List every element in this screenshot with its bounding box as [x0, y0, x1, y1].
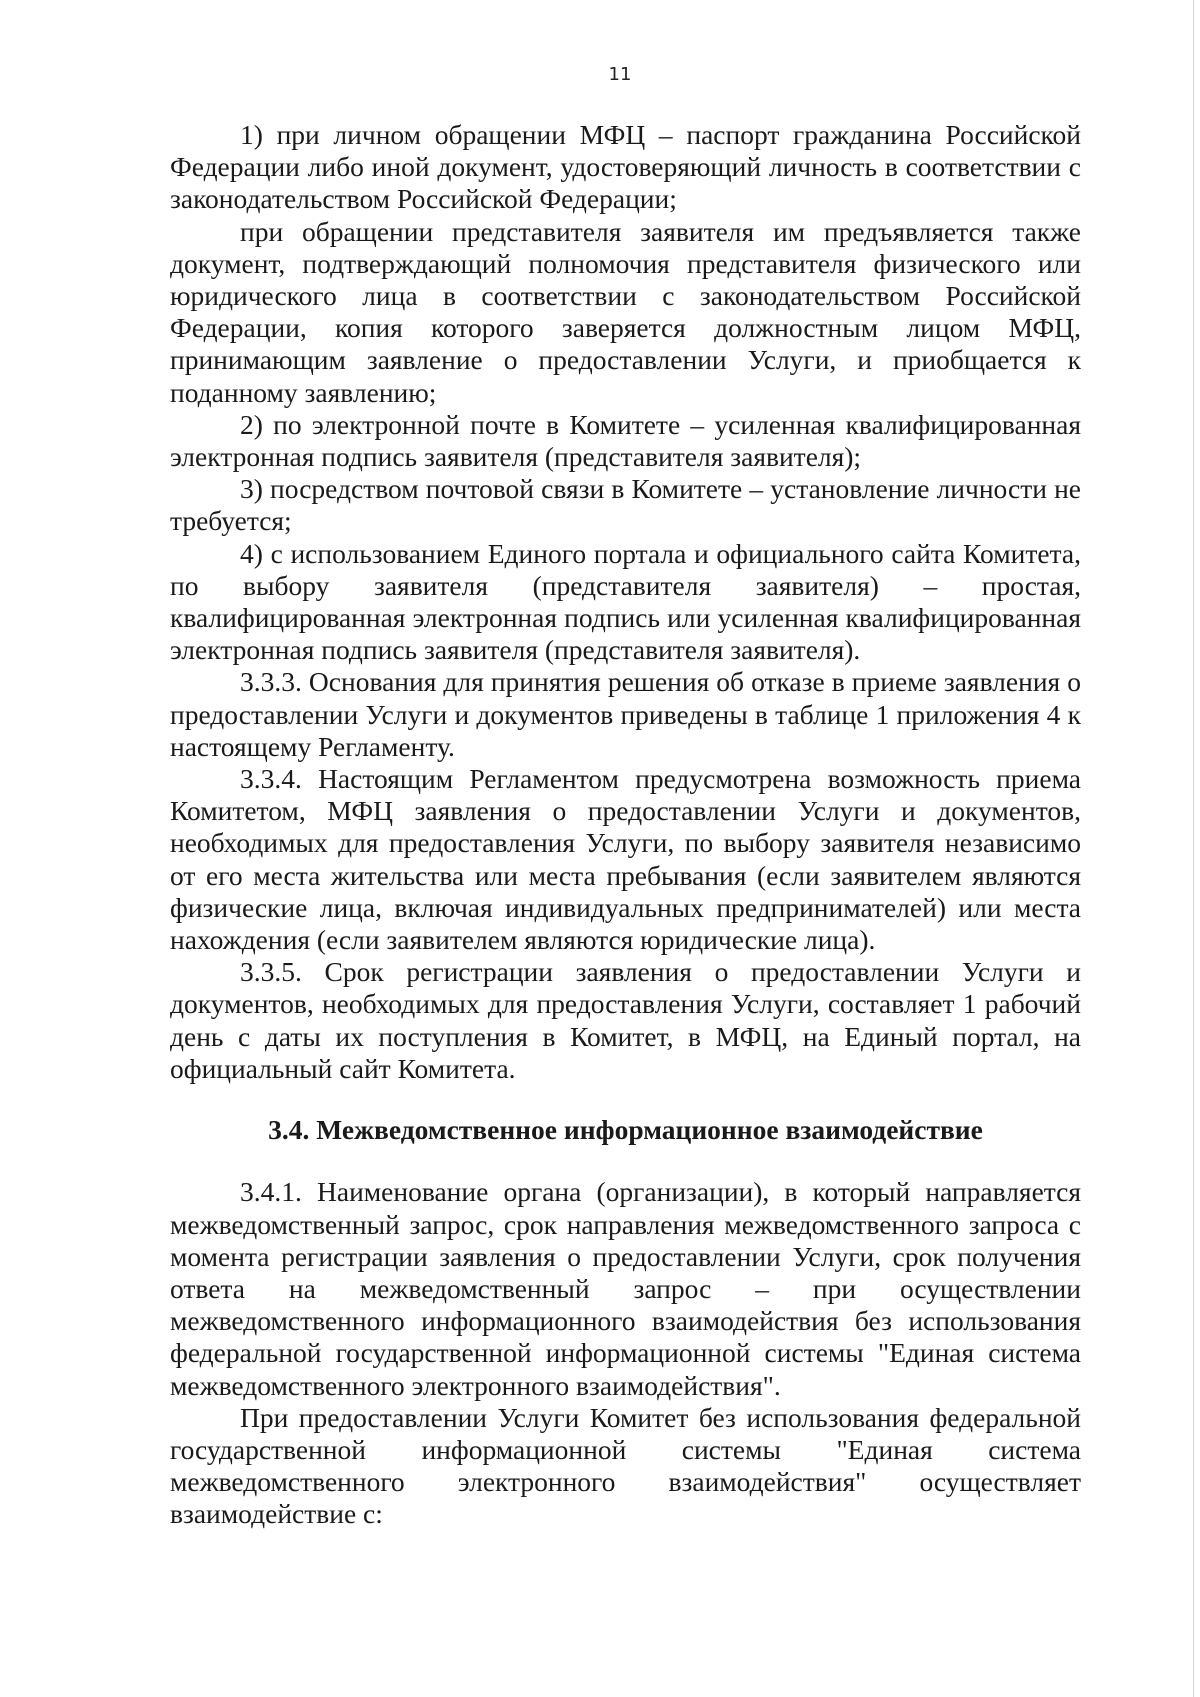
paragraph-representative-document: при обращении представителя заявителя им предъявляется также документ, подтверждающий полномочия представителя физического или юридического лица в соответствии с законодательством Российской Федерации, копия которого заверяется должностным лицом МФЦ, принимающим заявление о предоставлении Услуги, и приобщается к поданному заявлению;: [170, 215, 1081, 408]
paragraph-3-3-3: 3.3.3. Основания для принятия решения об отказе в приеме заявления о предоставлении Услуги и документов приведены в таблице 1 приложения 4 к настоящему Регламенту.: [170, 666, 1081, 762]
section-heading-3-4: 3.4. Межведомственное информационное взаимодействие: [268, 1114, 983, 1146]
page-number: 11: [608, 64, 632, 85]
paragraph-3-4-1: 3.4.1. Наименование органа (организации), в который направляется межведомственный запрос, срок направления межведомственного запроса с момента регистрации заявления о предоставлении Услуги, срок получения ответа на межведомственный запрос – при осуществлении межведомственного информационного взаимодействия без использования федеральной государственной информационной системы "Единая система межведомственного электронного взаимодействия".: [170, 1176, 1081, 1401]
paragraph-3-3-4: 3.3.4. Настоящим Регламентом предусмотрена возможность приема Комитетом, МФЦ заявления о предоставлении Услуги и документов, необходимых для предоставления Услуги, по выбору заявителя независимо от его места жительства или места пребывания (если заявителем являются физические лица, включая индивидуальных предпринимателей) или места нахождения (если заявителем являются юридические лица).: [170, 763, 1081, 956]
paragraph-3-postal: 3) посредством почтовой связи в Комитете – установление личности не требуется;: [170, 473, 1081, 537]
paragraph-4-portal: 4) с использованием Единого портала и официального сайта Комитета, по выбору заявителя (представителя заявителя) – простая, квалифицированная электронная подпись или усиленная квалифицированная электронная подпись заявителя (представителя заявителя).: [170, 537, 1081, 666]
scan-edge-line: [1193, 0, 1194, 1697]
paragraph-3-3-5: 3.3.5. Срок регистрации заявления о предоставлении Услуги и документов, необходимых для предоставления Услуги, составляет 1 рабочий день с даты их поступления в Комитет, в МФЦ, на Единый портал, на официальный сайт Комитета.: [170, 956, 1081, 1084]
document-body: [170, 119, 1081, 1531]
paragraph-2-email: 2) по электронной почте в Комитете – усиленная квалифицированная электронная подпись заявителя (представителя заявителя);: [170, 408, 1081, 473]
paragraph-1-personal-appeal: 1) при личном обращении МФЦ – паспорт гражданина Российской Федерации либо иной документ, удостоверяющий личность в соответствии с законодательством Российской Федерации;: [170, 119, 1081, 215]
paragraph-interaction-with: При предоставлении Услуги Комитет без использования федеральной государственной информационной системы "Единая система межведомственного электронного взаимодействия" осуществляет взаимодействие с:: [170, 1401, 1081, 1530]
